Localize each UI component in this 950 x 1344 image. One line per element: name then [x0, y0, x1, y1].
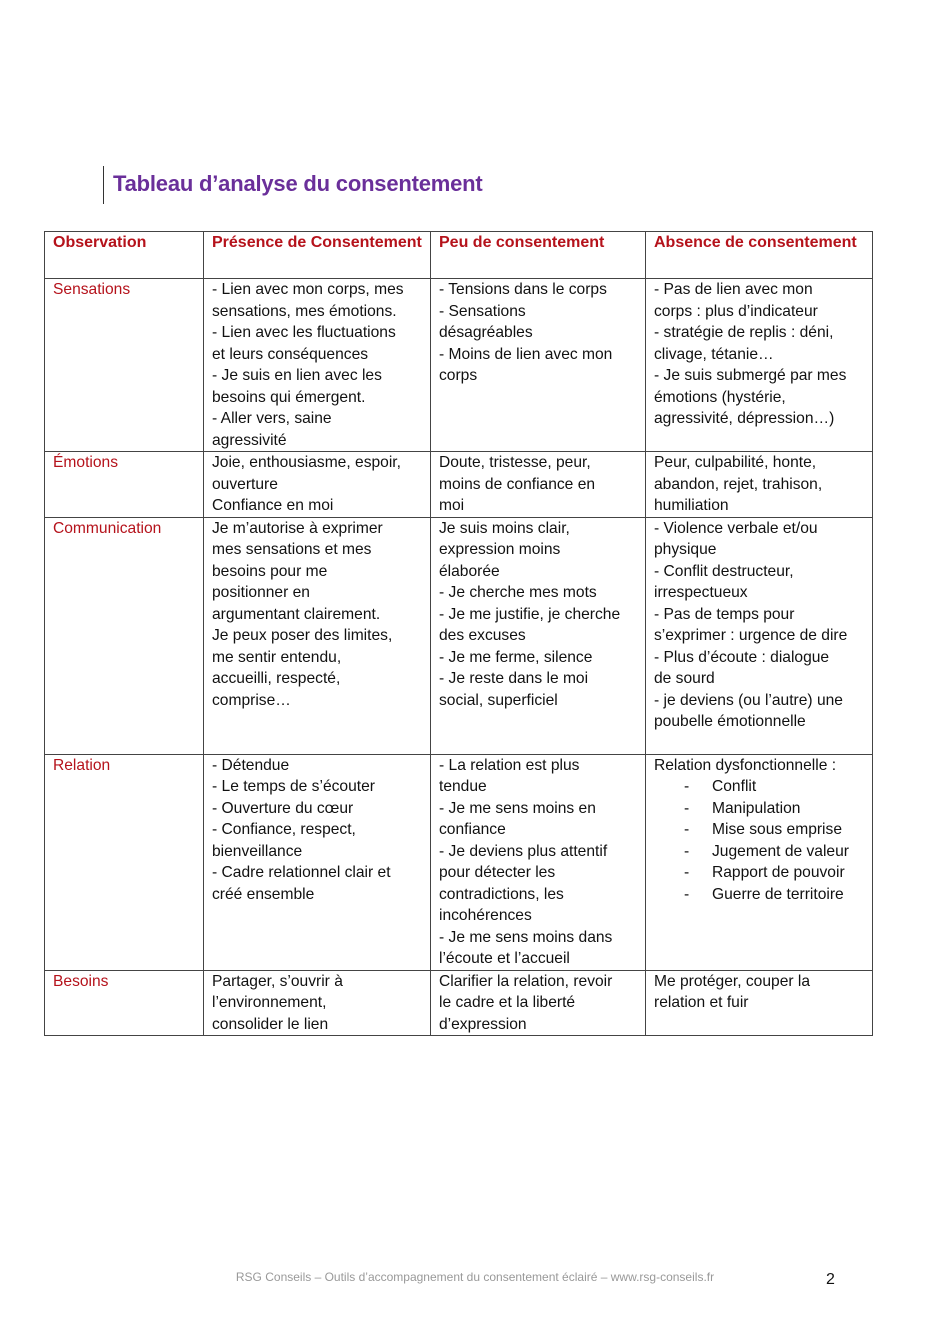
- cell-line: corps: [439, 367, 478, 384]
- cell-sensations-presence: [204, 279, 431, 452]
- dash-bullet: -: [684, 799, 690, 817]
- cell-line: - Sensations: [439, 302, 526, 320]
- list-item: [654, 862, 866, 884]
- cell-line: - Je me ferme, silence: [439, 648, 593, 666]
- cell-line: - Moins de lien avec mon: [439, 345, 613, 363]
- row-relation: [45, 754, 873, 970]
- list-item: [654, 776, 866, 798]
- cell-line: - Aller vers, saine: [212, 410, 332, 427]
- cell-communication-presence: [204, 517, 431, 754]
- cell-line: corps : plus d’indicateur: [654, 302, 818, 320]
- cell-line: confiance: [439, 821, 506, 838]
- row-emotions: [45, 452, 873, 518]
- cell-line: besoins qui émergent.: [212, 388, 366, 406]
- cell-line: élaborée: [439, 562, 500, 580]
- cell-line: social, superficiel: [439, 691, 558, 709]
- row-besoins: [45, 970, 873, 1036]
- header-row: [45, 232, 873, 279]
- cell-line: positionner en: [212, 584, 310, 601]
- cell-line: d’expression: [439, 1015, 527, 1033]
- cell-line: ouverture: [212, 475, 278, 493]
- row-sensations: [45, 279, 873, 452]
- header-absence: Absence de consentement: [646, 232, 873, 279]
- row-communication: [45, 517, 873, 754]
- consent-analysis-table: [44, 231, 873, 1036]
- row-label-relation: Relation: [45, 754, 204, 970]
- dash-bullet: -: [684, 842, 690, 860]
- cell-line: créé ensemble: [212, 885, 315, 903]
- list-item-text: Rapport de pouvoir: [712, 864, 845, 881]
- cell-besoins-absence: [646, 970, 873, 1036]
- cell-line: agressivité, dépression…): [654, 410, 835, 427]
- cell-line: moins de confiance en: [439, 475, 596, 493]
- cell-line: consolider le lien: [212, 1015, 329, 1033]
- cell-line: l’environnement,: [212, 994, 327, 1011]
- cell-line: contradictions, les: [439, 885, 564, 903]
- dash-bullet: -: [684, 821, 690, 838]
- cell-besoins-presence: [204, 970, 431, 1036]
- cell-line: s’exprimer : urgence de dire: [654, 627, 848, 644]
- cell-relation-peu: [431, 754, 646, 970]
- cell-line: l’écoute et l’accueil: [439, 950, 570, 967]
- cell-line: comprise…: [212, 691, 291, 709]
- cell-line: émotions (hystérie,: [654, 388, 786, 406]
- list-item-text: Jugement de valeur: [712, 842, 849, 860]
- cell-line: - Confiance, respect,: [212, 821, 356, 838]
- cell-line: - Pas de lien avec mon: [654, 281, 813, 298]
- cell-line: Relation dysfonctionnelle :: [654, 756, 837, 774]
- cell-line: me sentir entendu,: [212, 648, 342, 666]
- cell-line: Je m’autorise à exprimer: [212, 519, 383, 537]
- cell-line: abandon, rejet, trahison,: [654, 475, 823, 493]
- cell-line: Me protéger, couper la: [654, 972, 811, 990]
- cell-line: moi: [439, 497, 465, 514]
- cell-relation-presence: [204, 754, 431, 970]
- cell-line: et leurs conséquences: [212, 345, 369, 363]
- cell-line: Je suis moins clair,: [439, 519, 570, 537]
- cell-line: le cadre et la liberté: [439, 994, 576, 1011]
- cell-line: poubelle émotionnelle: [654, 713, 806, 730]
- header-presence: Présence de Consentement: [204, 232, 431, 279]
- cell-line: relation et fuir: [654, 994, 749, 1011]
- row-label-communication: Communication: [45, 517, 204, 754]
- cell-line: - Tensions dans le corps: [439, 281, 607, 298]
- title-block: [103, 166, 483, 204]
- list-item-text: Guerre de territoire: [712, 885, 844, 903]
- cell-line: irrespectueux: [654, 584, 748, 601]
- dash-bullet: -: [684, 885, 690, 903]
- cell-line: - Pas de temps pour: [654, 605, 795, 623]
- cell-line: - Je reste dans le moi: [439, 670, 589, 687]
- cell-line: - Je me sens moins dans: [439, 928, 613, 946]
- cell-line: Peur, culpabilité, honte,: [654, 454, 817, 471]
- cell-line: - stratégie de replis : déni,: [654, 324, 834, 341]
- cell-line: - Je suis en lien avec les: [212, 367, 382, 384]
- cell-line: de sourd: [654, 670, 715, 687]
- cell-line: Clarifier la relation, revoir: [439, 972, 613, 990]
- cell-line: - Lien avec mon corps, mes: [212, 281, 404, 298]
- cell-line: Joie, enthousiasme, espoir,: [212, 454, 401, 471]
- cell-line: - Lien avec les fluctuations: [212, 324, 396, 341]
- cell-line: agressivité: [212, 431, 287, 449]
- row-label-emotions: Émotions: [45, 452, 204, 518]
- list-item-text: Mise sous emprise: [712, 821, 842, 838]
- cell-communication-peu: [431, 517, 646, 754]
- list-item-text: Manipulation: [712, 799, 801, 817]
- cell-line: Partager, s’ouvrir à: [212, 972, 343, 990]
- cell-line: - La relation est plus: [439, 756, 580, 774]
- cell-line: incohérences: [439, 907, 532, 924]
- list-item-text: Conflit: [712, 778, 757, 795]
- cell-besoins-peu: [431, 970, 646, 1036]
- cell-line: - Le temps de s’écouter: [212, 778, 375, 795]
- list-item: [654, 841, 866, 863]
- dash-bullet: -: [684, 864, 690, 881]
- cell-line: besoins pour me: [212, 562, 328, 580]
- cell-line: - Conflit destructeur,: [654, 562, 794, 580]
- cell-line: des excuses: [439, 627, 526, 644]
- cell-line: - Je cherche mes mots: [439, 584, 597, 601]
- cell-line: pour détecter les: [439, 864, 556, 881]
- page-title: Tableau d’analyse du consentement: [113, 171, 483, 196]
- cell-relation-absence: [646, 754, 873, 970]
- cell-communication-absence: [646, 517, 873, 754]
- cell-line: - Violence verbale et/ou: [654, 519, 818, 537]
- row-label-sensations: Sensations: [45, 279, 204, 452]
- cell-line: - je deviens (ou l’autre) une: [654, 691, 843, 709]
- header-observation: Observation: [45, 232, 204, 279]
- cell-line: physique: [654, 541, 717, 558]
- cell-emotions-absence: [646, 452, 873, 518]
- cell-line: accueilli, respecté,: [212, 670, 341, 687]
- cell-line: mes sensations et mes: [212, 541, 372, 558]
- cell-line: désagréables: [439, 324, 533, 341]
- row-label-besoins: Besoins: [45, 970, 204, 1036]
- cell-line: Confiance en moi: [212, 497, 334, 514]
- page-footer: RSG Conseils – Outils d’accompagnement du consentement éclairé – www.rsg-conseils.fr: [235, 1270, 715, 1284]
- cell-line: sensations, mes émotions.: [212, 302, 397, 320]
- cell-line: tendue: [439, 778, 487, 795]
- cell-line: - Je me justifie, je cherche: [439, 605, 621, 623]
- cell-line: clivage, tétanie…: [654, 345, 774, 363]
- dash-bullet: -: [684, 778, 690, 795]
- cell-line: humiliation: [654, 497, 729, 514]
- cell-line: - Cadre relationnel clair et: [212, 864, 391, 881]
- cell-line: - Je suis submergé par mes: [654, 367, 847, 384]
- cell-line: bienveillance: [212, 842, 303, 860]
- cell-line: - Détendue: [212, 756, 290, 774]
- cell-line: Je peux poser des limites,: [212, 627, 393, 644]
- cell-line: argumentant clairement.: [212, 605, 381, 623]
- header-peu: Peu de consentement: [431, 232, 646, 279]
- list-item: [654, 798, 866, 820]
- cell-line: expression moins: [439, 541, 561, 558]
- page-number: 2: [826, 1271, 835, 1288]
- cell-line: - Plus d’écoute : dialogue: [654, 648, 830, 666]
- cell-line: - Je me sens moins en: [439, 799, 596, 817]
- cell-emotions-presence: [204, 452, 431, 518]
- cell-line: - Ouverture du cœur: [212, 799, 354, 817]
- cell-line: - Je deviens plus attentif: [439, 842, 608, 860]
- cell-line: Doute, tristesse, peur,: [439, 454, 591, 471]
- list-item: [654, 884, 866, 906]
- cell-emotions-peu: [431, 452, 646, 518]
- cell-sensations-absence: [646, 279, 873, 452]
- list-item: [654, 819, 866, 841]
- cell-sensations-peu: [431, 279, 646, 452]
